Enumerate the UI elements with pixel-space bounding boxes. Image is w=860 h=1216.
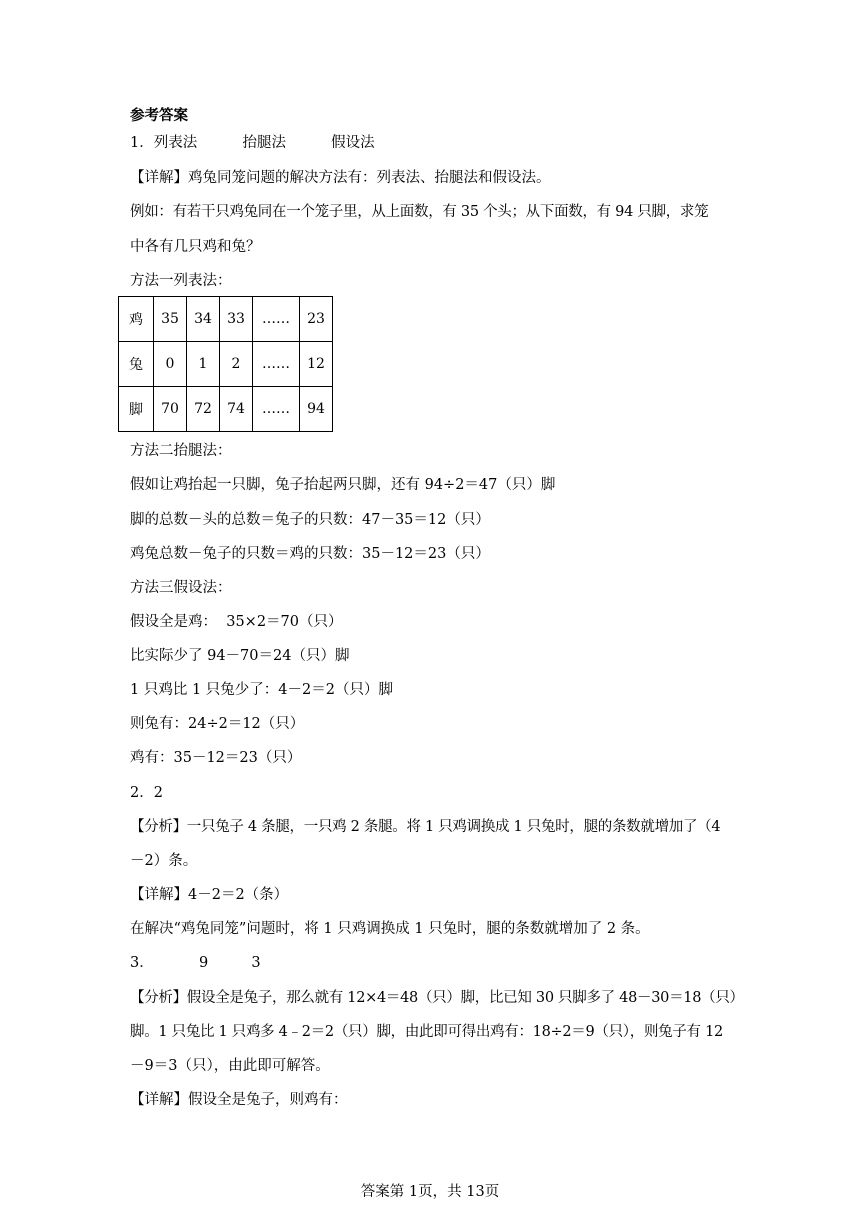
answer-3-number: 3． — [130, 955, 154, 971]
table-cell: 72 — [187, 387, 220, 432]
table-cell: 23 — [300, 297, 333, 342]
table-cell: …… — [253, 342, 300, 387]
table-cell: 35 — [154, 297, 187, 342]
table-cell: 脚 — [119, 387, 154, 432]
analysis-2-line-1: 【分析】一只兔子 4 条腿，一只鸡 2 条腿。将 1 只鸡调换成 1 只兔时，腿的条数就增加了（4 — [130, 819, 721, 835]
method-3-heading: 方法三假设法： — [130, 580, 232, 596]
answer-1-method-3: 假设法 — [331, 135, 375, 151]
list-method-table — [118, 296, 333, 432]
answer-1-method-1: 1．列表法 — [130, 135, 198, 151]
table-cell: …… — [253, 387, 300, 432]
method-1-heading: 方法一列表法： — [130, 273, 232, 289]
table-row-chicken — [119, 297, 333, 342]
table-cell: 兔 — [119, 342, 154, 387]
method-2-step-1: 假如让鸡抬起一只脚，兔子抬起两只脚，还有 94÷2＝47（只）脚 — [130, 477, 556, 493]
example-line-1: 例如：有若干只鸡兔同在一个笼子里，从上面数，有 35 个头；从下面数，有 94 只脚，求笼 — [130, 204, 709, 220]
answer-3-blank-2: 3 — [251, 955, 261, 971]
answer-1-line — [130, 133, 375, 153]
method-3-step-3: 1 只鸡比 1 只兔少了：4－2＝2（只）脚 — [130, 682, 393, 698]
table-cell: 34 — [187, 297, 220, 342]
detail-3-line-1: 【详解】假设全是兔子，则鸡有： — [130, 1092, 348, 1108]
analysis-2-line-2: －2）条。 — [130, 853, 198, 869]
method-2-heading: 方法二抬腿法： — [130, 443, 232, 459]
answer-3-blank-1: 9 — [198, 955, 209, 971]
table-cell: 33 — [220, 297, 253, 342]
method-3-step-4: 则兔有：24÷2＝12（只） — [130, 716, 305, 732]
method-3-step-1: 假设全是鸡： 35×2＝70（只） — [130, 614, 343, 630]
method-2-step-2: 脚的总数－头的总数＝兔子的只数：47－35＝12（只） — [130, 512, 490, 528]
table-cell: 12 — [300, 342, 333, 387]
detail-line-1: 【详解】鸡兔同笼问题的解决方法有：列表法、抬腿法和假设法。 — [130, 170, 551, 186]
page-footer: 答案第 1页，共 13页 — [360, 1184, 500, 1200]
table-cell: …… — [253, 297, 300, 342]
table-cell: 鸡 — [119, 297, 154, 342]
detail-2-line-1: 【详解】4－2＝2（条） — [130, 887, 289, 903]
table-cell: 2 — [220, 342, 253, 387]
page-title: 参考答案 — [130, 107, 188, 124]
example-line-2: 中各有几只鸡和兔？ — [130, 239, 261, 255]
answer-2-line: 2．2 — [130, 785, 163, 801]
method-3-step-2: 比实际少了 94－70＝24（只）脚 — [130, 648, 350, 664]
table-row-feet — [119, 387, 333, 432]
method-3-step-5: 鸡有：35－12＝23（只） — [130, 750, 302, 766]
table-cell: 0 — [154, 342, 187, 387]
analysis-3-line-2: 脚。1 只兔比 1 只鸡多 4﹣2＝2（只）脚，由此即可得出鸡有：18÷2＝9（只），则兔子有 12 — [130, 1024, 723, 1040]
analysis-3-line-1: 【分析】假设全是兔子，那么就有 12×4＝48（只）脚，比已知 30 只脚多了 48－30＝18（只） — [130, 990, 744, 1006]
detail-2-line-2: 在解决“鸡兔同笼”问题时，将 1 只鸡调换成 1 只兔时，腿的条数就增加了 2 条。 — [130, 921, 650, 937]
method-2-step-3: 鸡兔总数－兔子的只数＝鸡的只数：35－12＝23（只） — [130, 546, 490, 562]
answer-1-method-2: 抬腿法 — [242, 135, 286, 151]
table-cell: 74 — [220, 387, 253, 432]
table-cell: 94 — [300, 387, 333, 432]
table-cell: 1 — [187, 342, 220, 387]
analysis-3-line-3: －9＝3（只），由此即可解答。 — [130, 1058, 330, 1074]
table-row-rabbit — [119, 342, 333, 387]
answer-3-line — [130, 953, 261, 973]
table-cell: 70 — [154, 387, 187, 432]
